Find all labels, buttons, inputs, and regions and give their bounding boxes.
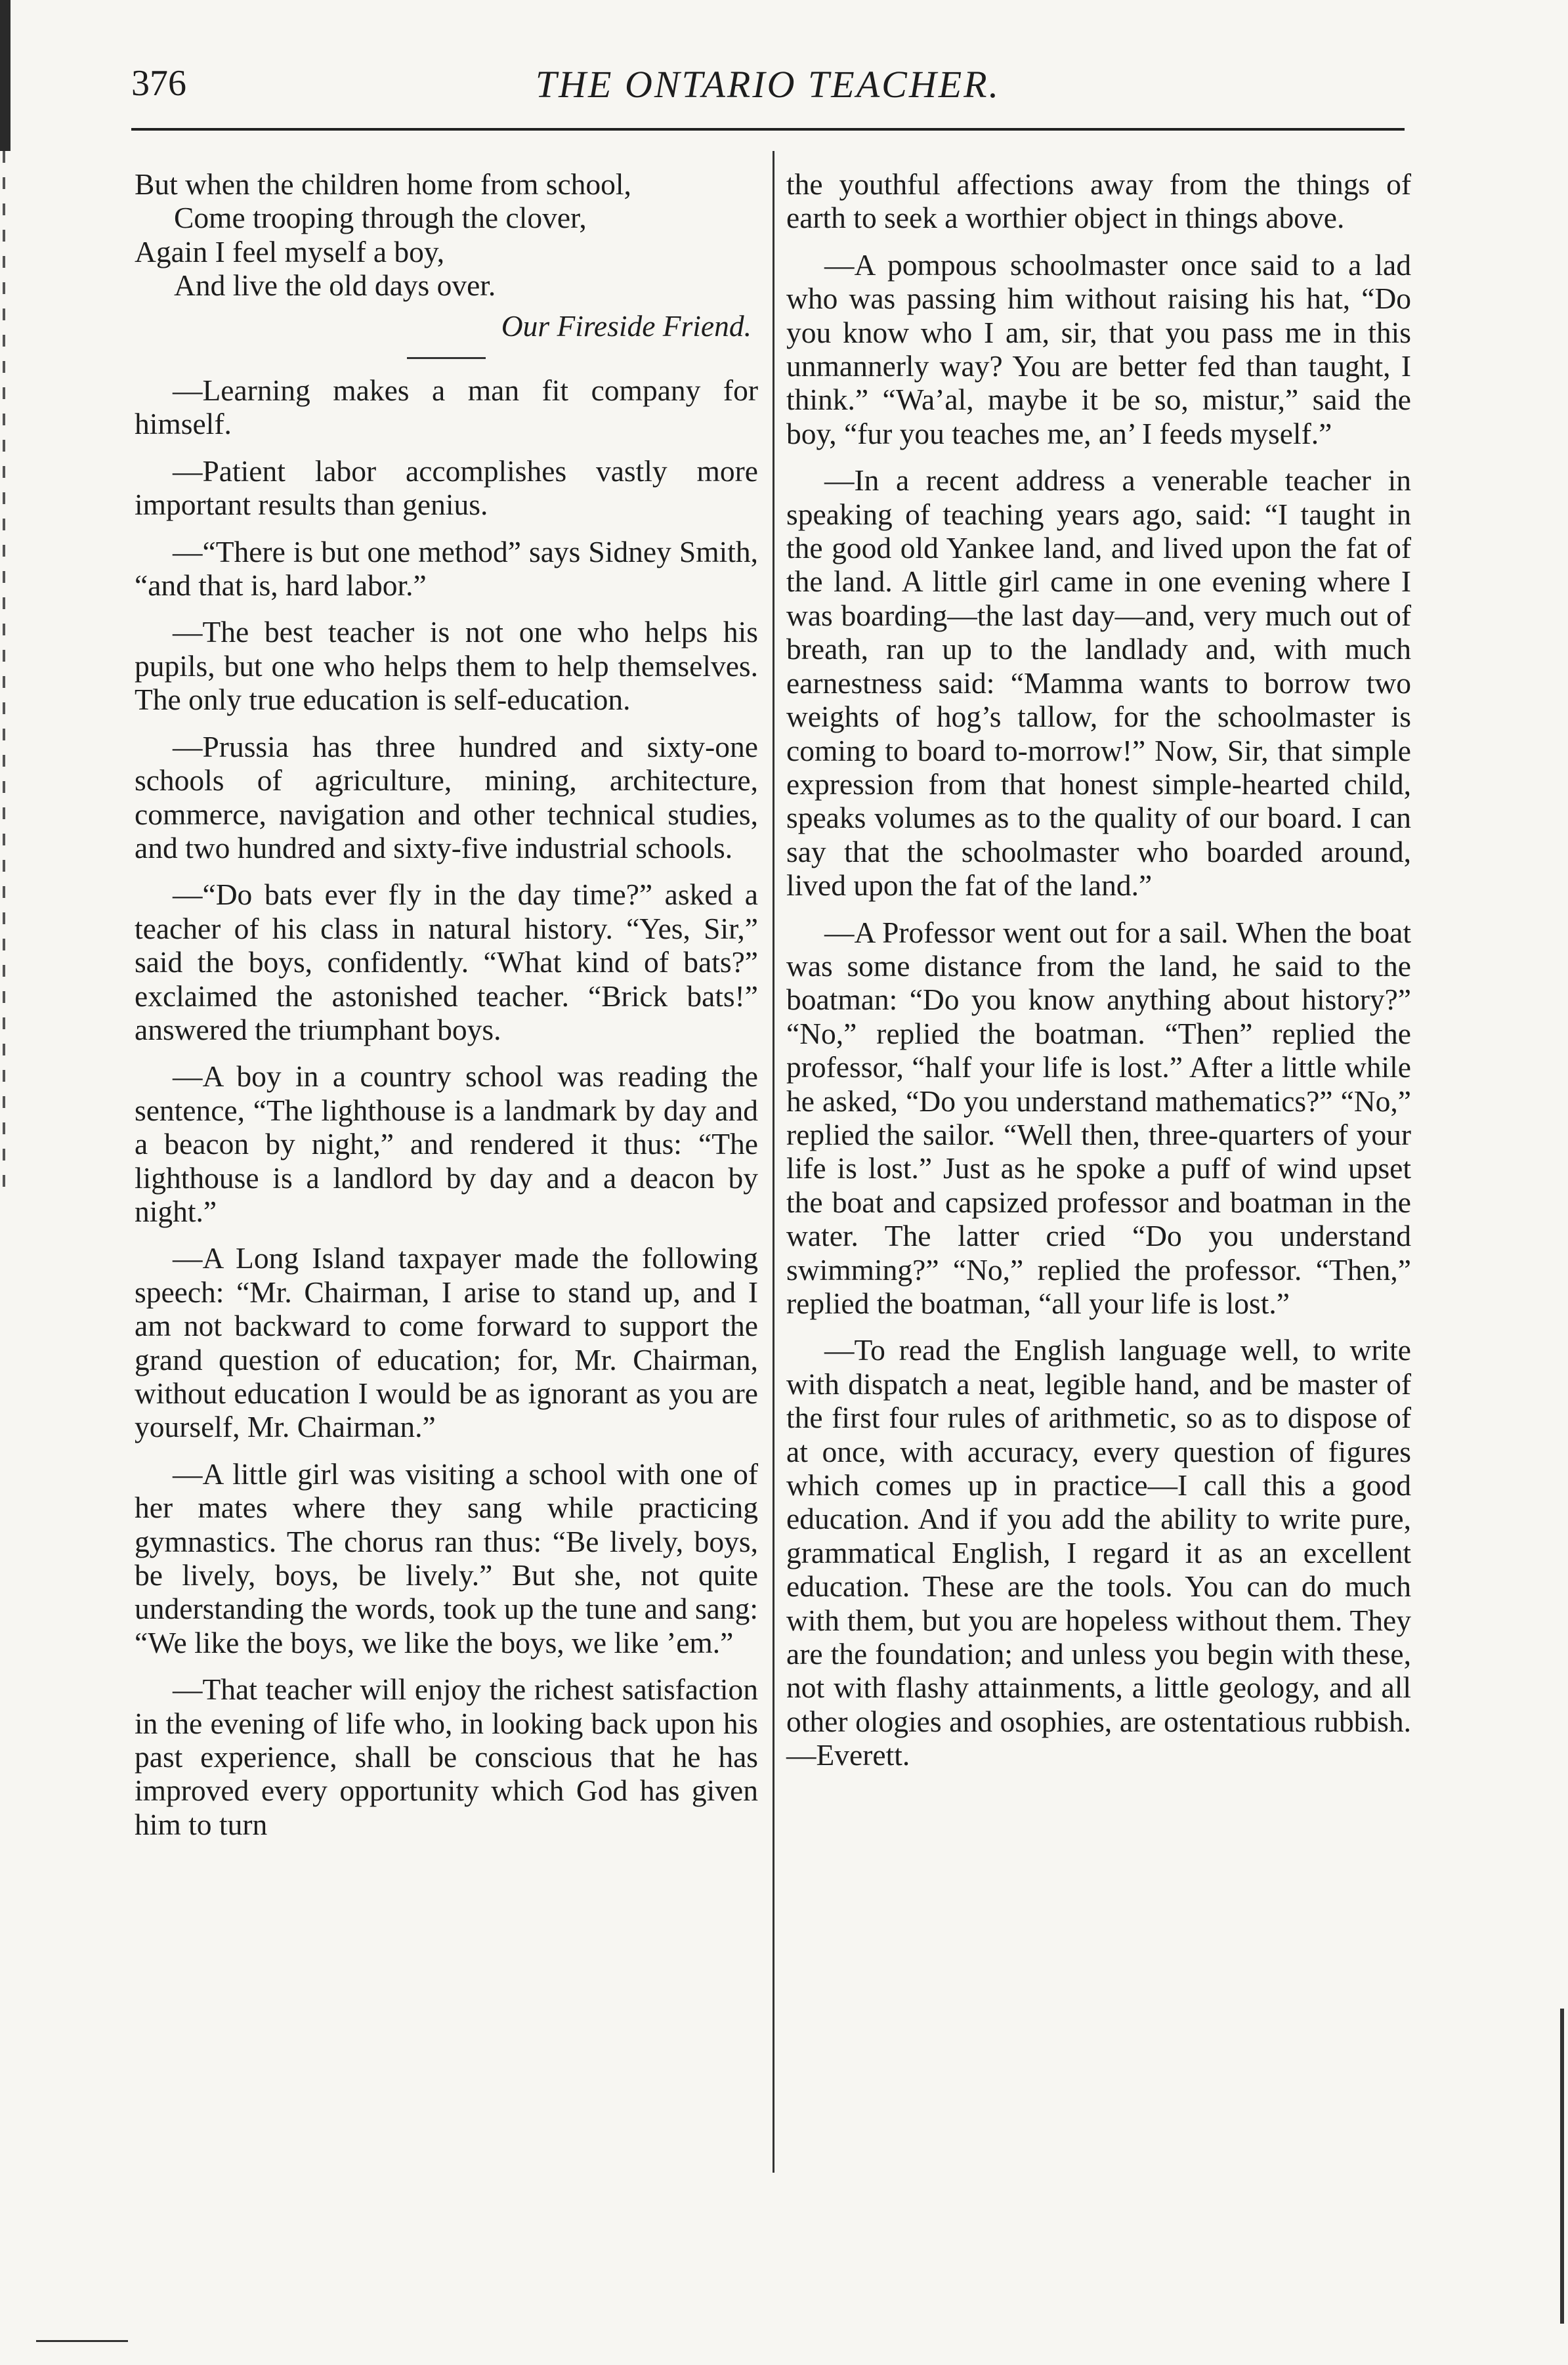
paragraph-continuation: the youthful affections away from the things of earth to seek a worthier object in things above.	[786, 167, 1411, 235]
paragraph: —A boy in a country school was reading the sentence, “The lighthouse is a landmark by day and a beacon by night,” and rendered it thus: “The lighthouse is a landlord by day and a deacon by night.”	[135, 1059, 758, 1228]
paragraph: —Patient labor accomplishes vastly more important results than genius.	[135, 454, 758, 522]
column-divider	[773, 151, 774, 2173]
header-rule	[131, 128, 1405, 131]
page-header	[131, 62, 1405, 115]
paragraph: —A little girl was visiting a school with one of her mates where they sang while practicing gymnastics. The chorus ran thus: “Be lively, boys, be lively, boys, be lively.” But she, not quite understanding the words, took up the tune and sang: “We like the boys, we like the boys, we like ’em.”	[135, 1457, 758, 1659]
paragraph: —To read the English language well, to write with dispatch a neat, legible hand, and be master of the first four rules of arithmetic, so as to dispose of at once, with accuracy, every question of figures which comes up in practice—I call this a good education. And if you add the ability to write pure, grammatical English, I regard it as an excellent education. These are the tools. You can do much with them, but you are hopeless without them. They are the foundation; and unless you begin with these, not with flashy attainments, a little geology, and all other ologies and osophies, are ostentatious rubbish.—Everett.	[786, 1333, 1411, 1772]
scan-edge-dashes	[3, 151, 5, 1201]
poem-line: Again I feel myself a boy,	[135, 234, 445, 268]
paragraph: —That teacher will enjoy the richest satisfaction in the evening of life who, in looking back upon his past experience, shall be conscious that he has improved every opportunity which God has given him to turn	[135, 1673, 758, 1841]
paragraph: —“Do bats ever fly in the day time?” asked a teacher of his class in natural history. “Yes, Sir,” said the boys, confidently. “What kind of bats?” exclaimed the astonished teacher. “Brick bats!” answered the triumphant boys.	[135, 878, 758, 1046]
left-column	[135, 167, 758, 1854]
scan-edge-mark-right	[1560, 2009, 1564, 2324]
footer-rule	[36, 2340, 128, 2342]
paragraph: —“There is but one method” says Sidney Smith, “and that is, hard labor.”	[135, 534, 758, 603]
paragraph: —In a recent address a venerable teacher in speaking of teaching years ago, said: “I taught in the good old Yankee land, and lived upon the fat of the land. A little girl came in one evening where I was boarding—the last day—and, very much out of breath, ran up to the landlady and, with much earnestness said: “Mamma wants to borrow two weights of hog’s tallow, for the schoolmaster is coming to board to-morrow!” Now, Sir, that simple expression from that honest simple-hearted child, speaks volumes as to the quality of our board. I can say that the schoolmaster who boarded around, lived upon the fat of the land.”	[786, 463, 1411, 903]
paragraph: —Prussia has three hundred and sixty-one schools of agriculture, mining, architecture, commerce, navigation and other technical studies, and two hundred and sixty-five industrial schools.	[135, 729, 758, 864]
right-column	[786, 167, 1411, 1785]
poem	[135, 167, 758, 303]
page-number: 376	[131, 63, 186, 104]
scan-edge-mark	[0, 0, 11, 151]
paragraph: —A pompous schoolmaster once said to a lad who was passing him without raising his hat, “Do you know who I am, sir, that you pass me in this unmannerly way? You are better fed than taught, I think.” “Wa’al, maybe it be so, mistur,” said the boy, “fur you teaches me, an’ I feeds myself.”	[786, 247, 1411, 450]
paragraph: —A Long Island taxpayer made the following speech: “Mr. Chairman, I arise to stand up, and I am not backward to come forward to support the grand question of education; for, Mr. Chairman, without education I would be as ignorant as you are yourself, Mr. Chairman.”	[135, 1241, 758, 1444]
poem-line: Come trooping through the clover,	[174, 201, 587, 235]
running-title: THE ONTARIO TEACHER.	[535, 63, 1001, 106]
poem-line: And live the old days over.	[174, 268, 496, 303]
poem-line: But when the children home from school,	[135, 167, 631, 201]
poem-attribution: Our Fireside Friend.	[501, 309, 752, 343]
paragraph: —The best teacher is not one who helps his pupils, but one who helps them to help themselves. The only true education is self-education.	[135, 615, 758, 717]
paragraph: —Learning makes a man fit company for himself.	[135, 373, 758, 441]
section-rule	[407, 357, 486, 359]
paragraph: —A Professor went out for a sail. When the boat was some distance from the land, he said to the boatman: “Do you know anything about history?” “No,” replied the boatman. “Then” replied the professor, “half your life is lost.” After a little while he asked, “Do you understand mathematics?” “No,” replied the sailor. “Well then, three-quarters of your life is lost.” Just as he spoke a puff of wind upset the boat and capsized professor and boatman in the water. The latter cried “Do you understand swimming?” “No,” replied the professor. “Then,” replied the boatman, “all your life is lost.”	[786, 915, 1411, 1320]
